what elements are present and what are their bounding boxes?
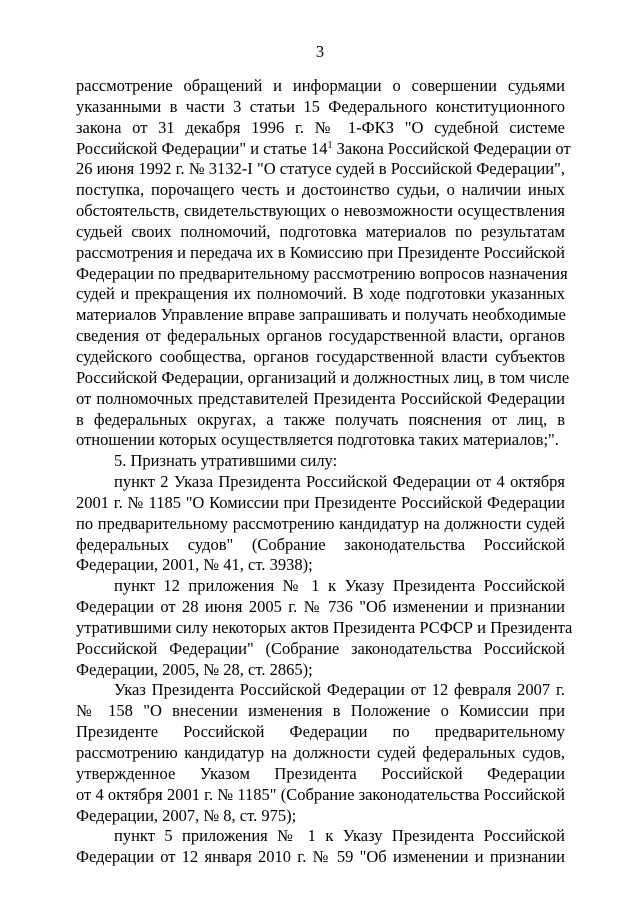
text-line: Российской Федерации" и статье $14^1$ Закона Российской Федерации от xyxy=(76,138,571,158)
text-line: судейского сообщества, органов государственной власти субъектов xyxy=(76,346,565,366)
text-line: 26 июня 1992 г. № 3132-I "О статусе судей в Российской Федерации", xyxy=(76,159,565,179)
text-line: рассмотрение обращений и информации о совершении судьями xyxy=(76,76,565,95)
text-line: по предварительному рассмотрению кандидатур на должности судей xyxy=(76,513,565,533)
text-line: Федерации, 2005, № 28, ст. 2865); xyxy=(76,659,313,679)
text-line: отношении которых осуществляется подготовка таких материалов;". xyxy=(76,430,559,450)
text-line: сведения от федеральных органов государственной власти, органов xyxy=(76,326,565,346)
text-line: от полномочных представителей Президента Российской Федерации xyxy=(76,388,565,408)
text-line: указанными в части 3 статьи 15 Федерального конституционного xyxy=(76,96,565,116)
text-line: пункт 5 приложения № 1 к Указу Президента Российской xyxy=(114,826,565,846)
text-line: поступка, порочащего честь и достоинство судьи, о наличии иных xyxy=(76,180,565,200)
text-line: Федерации, 2001, № 41, ст. 3938); xyxy=(76,555,313,575)
text-line: федеральных судов" (Собрание законодательства Российской xyxy=(76,534,565,554)
text-line: Президенте Российской Федерации по предварительному xyxy=(76,722,565,742)
text-line: Федерации по предварительному рассмотрению вопросов назначения xyxy=(76,263,568,283)
text-line: от 4 октября 2001 г. № 1185" (Собрание законодательства Российской xyxy=(76,784,565,804)
text-line: обстоятельств, свидетельствующих о невозможности осуществления xyxy=(76,201,565,221)
text-line: утвержденное Указом Президента Российской Федерации xyxy=(76,763,565,783)
text-line: пункт 12 приложения № 1 к Указу Президента Российской xyxy=(114,576,565,596)
text-line: утратившими силу некоторых актов Президента РСФСР и Президента xyxy=(76,617,573,637)
text-line: Федерации, 2007, № 8, ст. 975); xyxy=(76,805,297,825)
text-line: рассмотрения и передача их в Комиссию при Президенте Российской xyxy=(76,242,565,262)
text-line: 2001 г. № 1185 "О Комиссии при Президенте Российской Федерации xyxy=(76,492,565,512)
text-line: судей и прекращения их полномочий. В ходе подготовки указанных xyxy=(76,284,565,304)
document-body xyxy=(76,76,573,868)
text-line: № 158 "О внесении изменения в Положение о Комиссии при xyxy=(76,701,565,721)
text-line: 5. Признать утратившими силу: xyxy=(114,451,338,471)
text-line: рассмотрению кандидатур на должности судей федеральных судов, xyxy=(76,743,565,762)
page-number: 3 xyxy=(315,42,325,61)
text-line: в федеральных округах, а также получать пояснения от лиц, в xyxy=(76,409,565,429)
text-line: Указ Президента Российской Федерации от 12 февраля 2007 г. xyxy=(114,680,565,700)
text-line: Федерации от 28 июня 2005 г. № 736 "Об изменении и признании xyxy=(76,597,565,617)
text-line: судьей своих полномочий, подготовка материалов по результатам xyxy=(76,221,565,241)
text-line: Федерации от 12 января 2010 г. № 59 "Об изменении и признании xyxy=(76,847,565,867)
text-line: Российской Федерации, организаций и должностных лиц, в том числе xyxy=(76,367,570,387)
text-line: Российской Федерации" (Собрание законодательства Российской xyxy=(76,638,565,658)
text-line: материалов Управление вправе запрашивать и получать необходимые xyxy=(76,305,566,325)
text-line: пункт 2 Указа Президента Российской Федерации от 4 октября xyxy=(114,472,565,492)
text-line: закона от 31 декабря 1996 г. № 1-ФКЗ "О судебной системе xyxy=(76,117,565,137)
